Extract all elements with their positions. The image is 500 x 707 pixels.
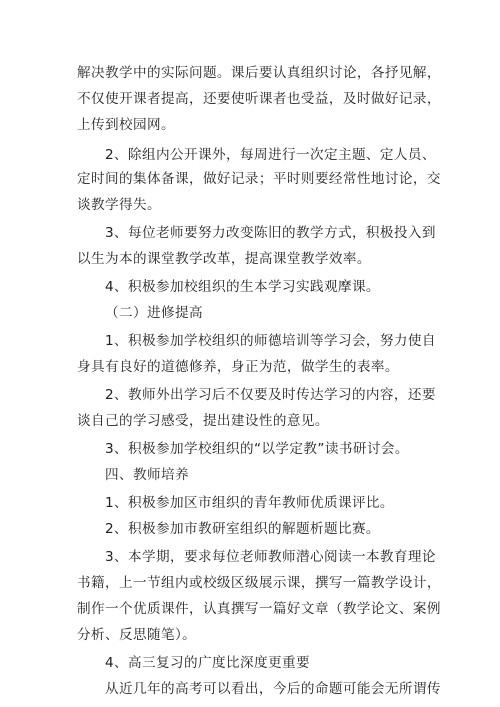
text-line: 4、积极参加校组织的生本学习实践观摩课。: [105, 279, 380, 295]
text-line: 1、积极参加区市组织的青年教师优质课评比。: [105, 495, 394, 511]
text-line: 谈教学得失。: [77, 197, 161, 213]
text-line: 上传到校园网。: [77, 117, 175, 133]
text-line: 谈自己的学习感受，提出建设性的意见。: [77, 413, 329, 429]
text-line: 1、积极参加学校组织的师德培训等学习会，努力使自: [105, 333, 436, 349]
text-line: 定时间的集体备课，做好记录；平时则要经常性地讨论，交: [77, 171, 441, 187]
text-line: 3、积极参加学校组织的“以学定教”读书研讨会。: [105, 441, 409, 457]
text-line: 书籍，上一节组内或校级区级展示课，撰写一篇教学设计，: [77, 575, 441, 591]
text-line: 3、每位老师要努力改变陈旧的教学方式，积极投入到: [105, 225, 436, 241]
text-line: 2、积极参加市教研室组织的解题析题比赛。: [105, 521, 380, 537]
section-heading: 四、教师培养: [105, 467, 189, 483]
text-line: 以生为本的课堂教学改革，提高课堂教学效率。: [77, 251, 371, 267]
text-line: 解决教学中的实际问题。课后要认真组织讨论，各抒见解，: [77, 65, 441, 81]
section-heading: （二）进修提高: [105, 305, 203, 321]
text-line: 从近几年的高考可以看出，今后的命题可能会无所谓传: [105, 681, 441, 697]
text-line: 2、除组内公开课外，每周进行一次定主题、定人员、: [105, 147, 436, 163]
text-line: 不仅使开课者提高，还要使听课者也受益，及时做好记录，: [77, 91, 441, 107]
text-line: 分析、反思随笔）。: [77, 627, 197, 643]
text-line: 2、教师外出学习后不仅要及时传达学习的内容，还要: [105, 387, 436, 403]
text-line: 4、高三复习的广度比深度更重要: [105, 655, 310, 671]
text-line: 身具有良好的道德修养，身正为范，做学生的表率。: [77, 359, 399, 375]
text-line: 3、本学期，要求每位老师教师潜心阅读一本教育理论: [105, 549, 436, 565]
text-line: 制作一个优质课件，认真撰写一篇好文章（教学论文、案例: [77, 601, 441, 617]
